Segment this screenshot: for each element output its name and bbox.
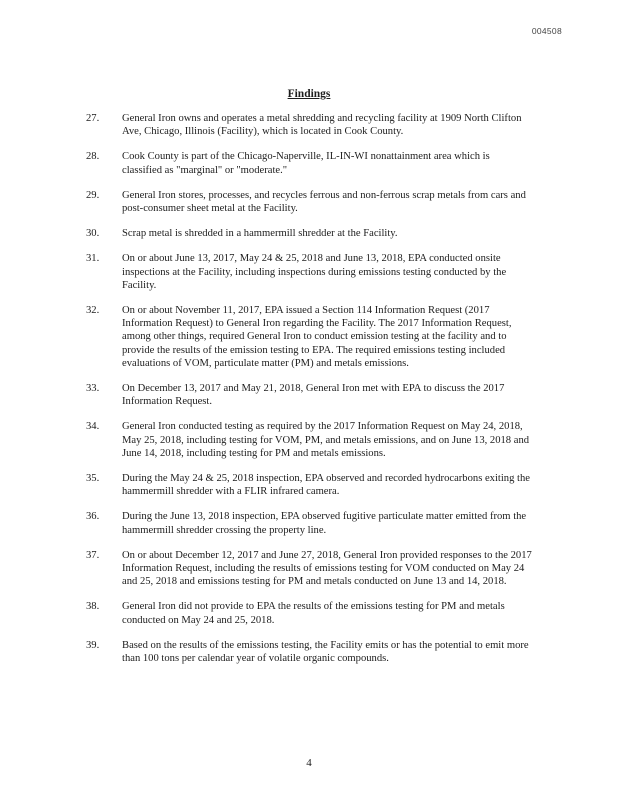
finding-paragraph bbox=[86, 510, 532, 536]
paragraph-text: On December 13, 2017 and May 21, 2018, General Iron met with EPA to discuss the 2017 Information Request. bbox=[122, 383, 505, 408]
paragraph-number: 33. bbox=[86, 383, 100, 395]
finding-paragraph bbox=[86, 189, 532, 215]
paragraph-number: 29. bbox=[86, 189, 100, 201]
paragraph-text: Based on the results of the emissions testing, the Facility emits or has the potential to emit more than 100 tons per calendar year of volatile organic compounds. bbox=[122, 639, 529, 665]
paragraph-number: 35. bbox=[86, 473, 100, 485]
paragraph-number: 30. bbox=[86, 228, 100, 240]
paragraph-text: General Iron conducted testing as required by the 2017 Information Request on May 24, 2018, May 25, 2018, including testing for VOM, PM, and metals emissions, and on June 13, 2018 and June 14, 2018, including testing for PM and metals emissions. bbox=[122, 421, 530, 459]
paragraph-text: General Iron did not provide to EPA the results of the emissions testing for PM and metals conducted on May 24 and 25, 2018. bbox=[122, 601, 505, 626]
findings-list bbox=[86, 112, 532, 677]
paragraph-number: 31. bbox=[86, 253, 100, 265]
finding-paragraph bbox=[86, 227, 532, 240]
paragraph-text: On or about December 12, 2017 and June 27, 2018, General Iron provided responses to the 2017 Information Request, including the results of emissions testing for VOM conducted on May 24 and 25, 2018 and emissions testing for PM and metals conducted on June 13 and 14, 2018. bbox=[122, 549, 532, 588]
paragraph-number: 38. bbox=[86, 601, 100, 613]
paragraph-number: 34. bbox=[86, 421, 100, 433]
finding-paragraph bbox=[86, 472, 532, 498]
paragraph-text: General Iron owns and operates a metal shredding and recycling facility at 1909 North Clifton Ave, Chicago, Illinois (Facility), which is located in Cook County. bbox=[122, 113, 522, 138]
finding-paragraph bbox=[86, 639, 532, 665]
finding-paragraph bbox=[86, 549, 532, 589]
paragraph-text: Scrap metal is shredded in a hammermill shredder at the Facility. bbox=[122, 228, 398, 240]
paragraph-text: During the June 13, 2018 inspection, EPA observed fugitive particulate matter emitted from the hammermill shredder crossing the property line. bbox=[122, 511, 527, 536]
paragraph-number: 27. bbox=[86, 113, 100, 124]
paragraph-text: General Iron stores, processes, and recycles ferrous and non-ferrous scrap metals from cars and post-consumer sheet metal at the Facility. bbox=[122, 189, 526, 215]
paragraph-number: 39. bbox=[86, 639, 100, 651]
section-heading: Findings bbox=[287, 88, 331, 100]
finding-paragraph bbox=[86, 600, 532, 626]
finding-paragraph bbox=[86, 382, 532, 408]
finding-paragraph bbox=[86, 150, 532, 176]
paragraph-number: 36. bbox=[86, 511, 100, 523]
page-number: 4 bbox=[306, 757, 312, 769]
bates-number: 004508 bbox=[531, 26, 562, 36]
paragraph-text: On or about November 11, 2017, EPA issued a Section 114 Information Request (2017 Information Request) to General Iron regarding the Facility. The 2017 Information Request, among other things, required General Iron to conduct emission testing at the facility and to provide the results of the emission testing to EPA. The required emissions testing included evaluations of VOM, particulate matter (PM) and metals emissions. bbox=[122, 305, 512, 369]
paragraph-number: 32. bbox=[86, 305, 100, 317]
finding-paragraph bbox=[86, 252, 532, 292]
paragraph-number: 28. bbox=[86, 151, 100, 163]
paragraph-text: During the May 24 & 25, 2018 inspection, EPA observed and recorded hydrocarbons exiting the hammermill shredder with a FLIR infrared camera. bbox=[122, 473, 530, 498]
finding-paragraph bbox=[86, 304, 532, 370]
finding-paragraph bbox=[86, 112, 532, 138]
paragraph-text: On or about June 13, 2017, May 24 & 25, 2018 and June 13, 2018, EPA conducted onsite inspections at the Facility, including inspections during emissions testing conducted by the Facility. bbox=[122, 253, 507, 291]
finding-paragraph bbox=[86, 420, 532, 460]
paragraph-number: 37. bbox=[86, 549, 100, 561]
paragraph-text: Cook County is part of the Chicago-Naperville, IL-IN-WI nonattainment area which is classified as "marginal" or "moderate." bbox=[122, 151, 490, 176]
